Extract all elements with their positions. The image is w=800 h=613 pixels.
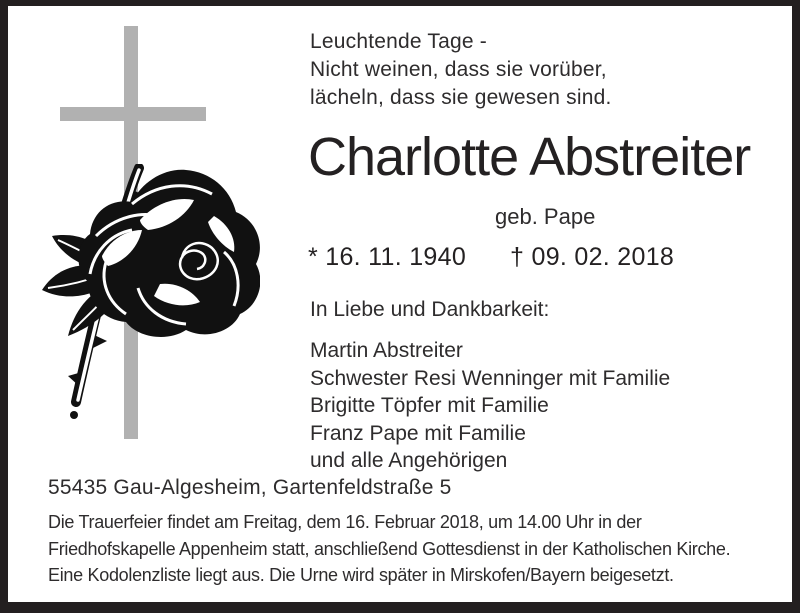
mourner-item: Schwester Resi Wenninger mit Familie bbox=[310, 366, 671, 390]
life-dates bbox=[308, 242, 674, 272]
quote-line: lächeln, dass sie gewesen sind. bbox=[310, 86, 612, 109]
mourner-item: Franz Pape mit Familie bbox=[310, 421, 526, 445]
rose-illustration-icon bbox=[36, 164, 260, 449]
notice-line: Eine Kodolenzliste liegt aus. Die Urne wird später in Mirskofen/Bayern beigesetzt. bbox=[48, 565, 674, 585]
death-date: † 09. 02. 2018 bbox=[510, 243, 675, 271]
deceased-name: Charlotte Abstreiter bbox=[308, 127, 751, 187]
tribute-intro: In Liebe und Dankbarkeit: bbox=[310, 298, 550, 321]
funeral-notice bbox=[48, 509, 730, 589]
quote-line: Nicht weinen, dass sie vorüber, bbox=[310, 58, 607, 81]
maiden-name: geb. Pape bbox=[495, 204, 596, 229]
notice-line: Friedhofskapelle Appenheim statt, anschließend Gottesdienst in der Katholischen Kirche. bbox=[48, 538, 731, 559]
birth-date: * 16. 11. 1940 bbox=[308, 243, 467, 271]
address-line: 55435 Gau-Algesheim, Gartenfeldstraße 5 bbox=[48, 476, 452, 499]
mourner-item: Brigitte Töpfer mit Familie bbox=[310, 394, 549, 417]
mourner-item: und alle Angehörigen bbox=[310, 449, 508, 472]
mourners-list bbox=[310, 337, 670, 475]
mourner-item: Martin Abstreiter bbox=[310, 339, 463, 362]
opening-quote bbox=[310, 28, 612, 112]
quote-line: Leuchtende Tage - bbox=[310, 30, 487, 53]
memorial-cross-icon bbox=[60, 107, 206, 121]
notice-line: Die Trauerfeier findet am Freitag, dem 16. Februar 2018, um 14.00 Uhr in der bbox=[48, 512, 642, 532]
